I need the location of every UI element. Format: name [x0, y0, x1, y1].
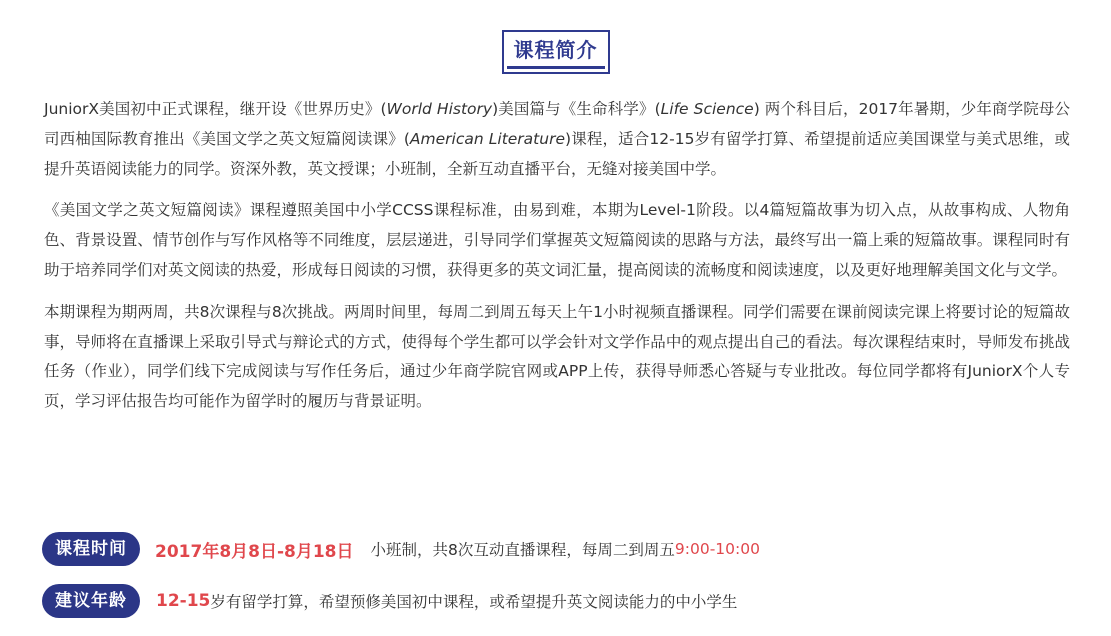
paragraph-curriculum: 《美国文学之英文短篇阅读》课程遵照美国中小学CCSS课程标准，由易到难，本期为Level-1阶段。以4篇短篇故事为切入点，从故事构成、人物角色、背景设置、情节创作与写作风格等不同维度，层层递进，引导同学们掌握英文短篇阅读的思路与方法，最终写出一篇上乘的短篇故事。课程同时有助于培养同学们对英文阅读的热爱，形成每日阅读的习惯，获得更多的英文词汇量，提高阅读的流畅度和阅读速度，以及更好地理解美国文化与文学。	[44, 201, 1070, 279]
course-class-time: 9:00-10:00	[674, 540, 760, 558]
age-range: 12-15	[156, 591, 211, 611]
page-title: 课程简介	[507, 35, 605, 69]
suggested-age-badge: 建议年龄	[42, 584, 140, 618]
paragraph-intro-text-a: JuniorX美国初中正式课程，继开设《世界历史》(	[44, 100, 387, 118]
course-dates: 2017年8月8日-8月18日	[155, 541, 354, 562]
age-description: 岁有留学打算，希望预修美国初中课程，或希望提升英文阅读能力的中小学生	[210, 593, 738, 611]
suggested-age-row	[42, 584, 737, 618]
course-name-world-history: World History	[386, 100, 493, 118]
title-area	[0, 30, 1111, 74]
title-frame	[502, 30, 610, 74]
paragraph-intro-text-e: ) 两个科目后，2017年暑期，少年商学院母公司西柚国际教育推出《美国文学之英文短篇阅读课》(	[44, 100, 1070, 148]
course-name-american-literature: American Literature	[409, 129, 565, 148]
course-description	[44, 95, 1070, 429]
paragraph-schedule-details: 本期课程为期两周，共8次课程与8次挑战。两周时间里，每周二到周五每天上午1小时视频直播课程。同学们需要在课前阅读完课上将要讨论的短篇故事，导师将在直播课上采取引导式与辩论式的方式，使得每个学生都可以学会针对文学作品中的观点提出自己的看法。每次课程结束时，导师发布挑战任务（作业），同学们线下完成阅读与写作任务后，通过少年商学院官网或APP上传，获得导师悉心答疑与专业批改。每位同学都将有JuniorX个人专页，学习评估报告均可能作为留学时的履历与背景证明。	[44, 302, 1070, 411]
course-name-life-science: Life Science	[660, 100, 754, 118]
paragraph-intro	[44, 95, 1070, 184]
paragraph-intro-text-g: )课程，适合12-15岁有留学打算、希望提前适应美国课堂与美式思维，或提升英语阅读能力的同学。资深外教，英文授课；小班制，全新互动直播平台，无缝对接美国中学。	[44, 129, 1070, 178]
course-time-row	[42, 532, 760, 566]
paragraph-intro-text-c: )美国篇与《生命科学》(	[492, 100, 661, 118]
course-time-badge: 课程时间	[42, 532, 140, 566]
course-schedule-desc: 小班制，共8次互动直播课程，每周二到周五	[370, 541, 675, 559]
